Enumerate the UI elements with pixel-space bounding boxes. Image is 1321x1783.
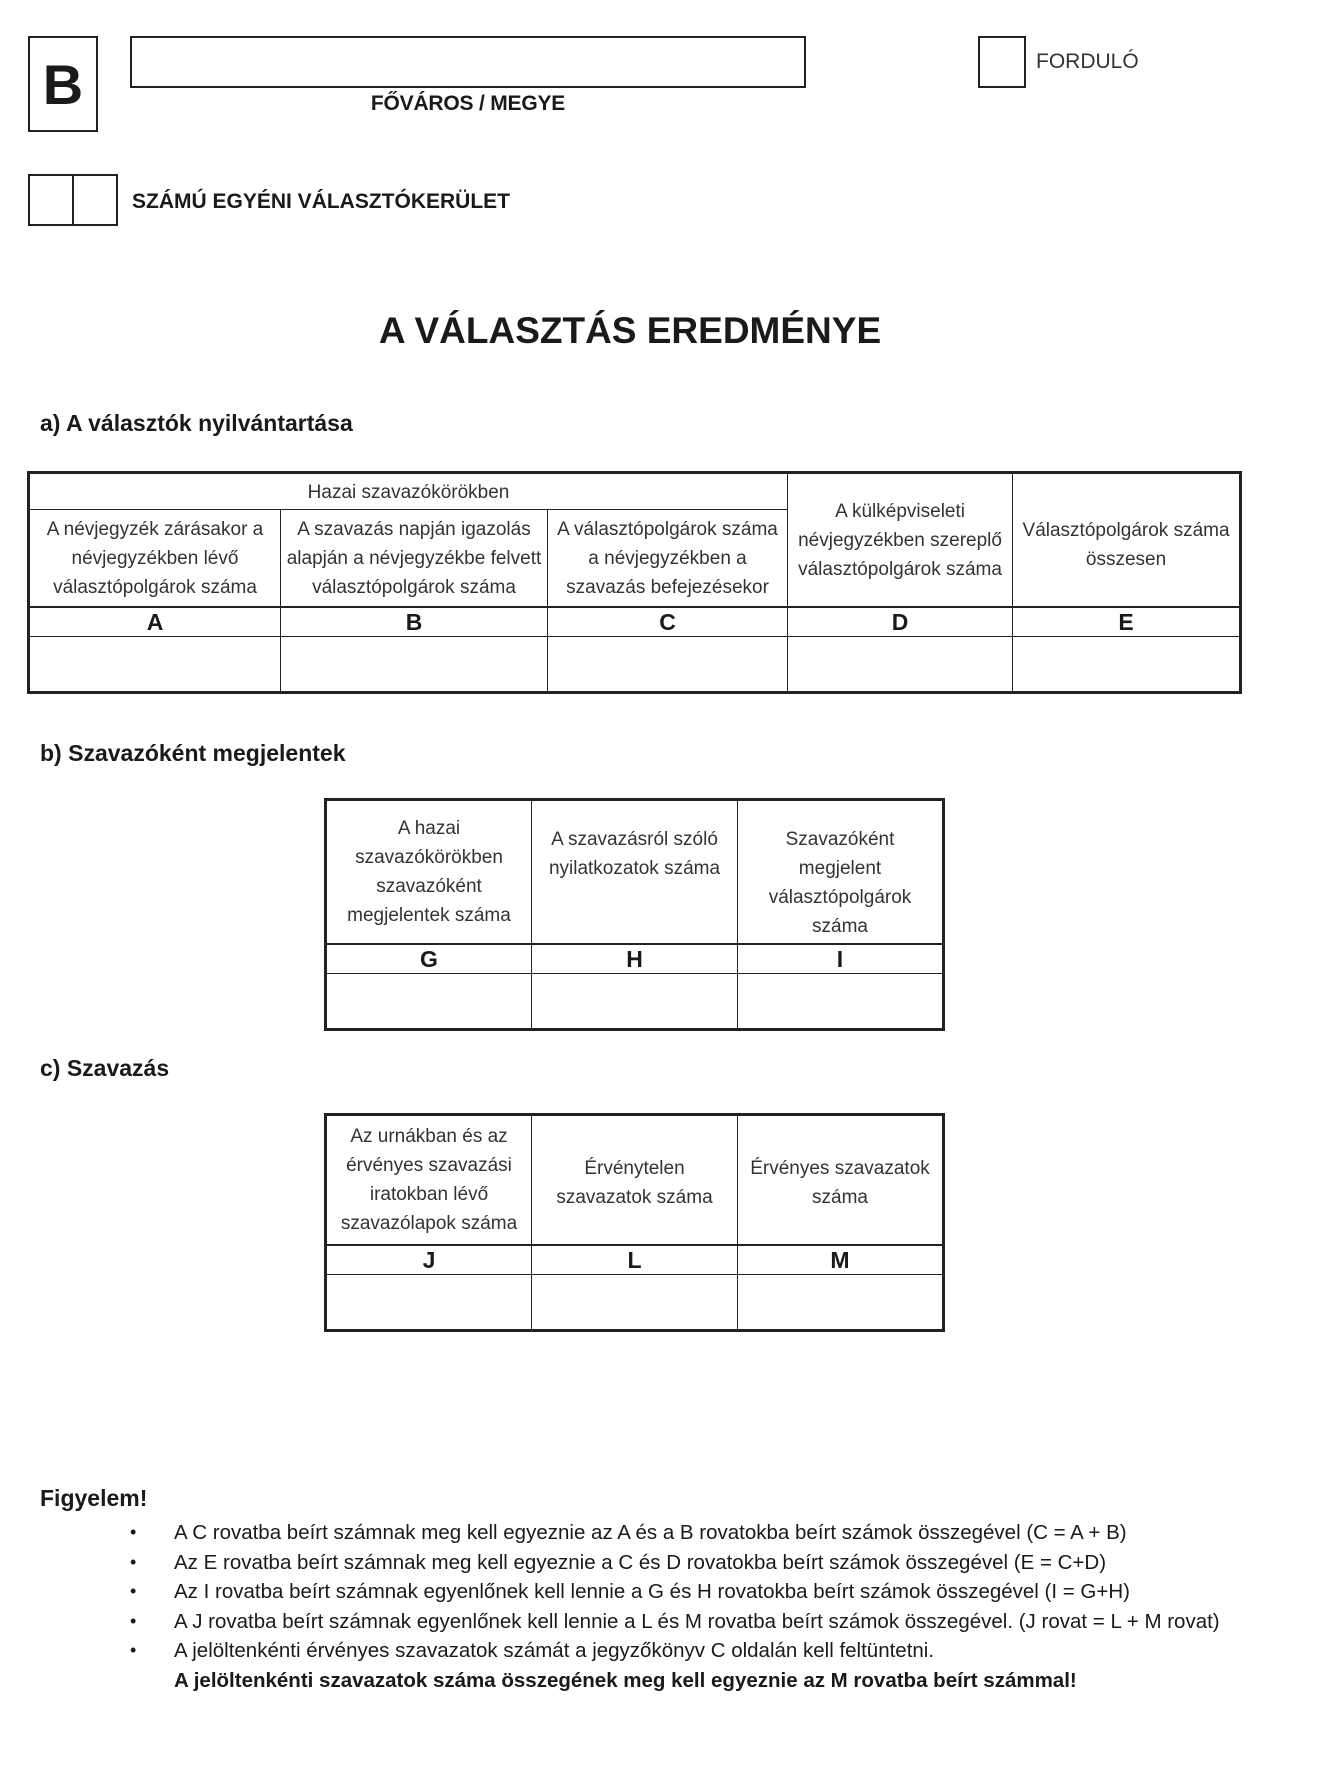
col-m-header: Érvényes szavazatok száma (738, 1115, 944, 1246)
bullet-icon: • (130, 1551, 137, 1572)
district-digit-2[interactable] (72, 176, 116, 224)
col-i-value-field[interactable] (738, 974, 944, 1030)
notes-title: Figyelem! (40, 1485, 148, 1511)
section-a-title: a) A választók nyilvántartása (40, 410, 353, 436)
section-c-title: c) Szavazás (40, 1055, 170, 1081)
col-e-letter: E (1013, 607, 1241, 637)
col-b-header: A szavazás napján igazolás alapján a névjegyzékbe felvett választópolgárok száma (281, 510, 548, 608)
note-text: A C rovatba beírt számnak meg kell egyeznie az A és a B rovatokba beírt számok összegével (C = A + B) (174, 1521, 1127, 1544)
col-h-header: A szavazásról szóló nyilatkozatok száma (532, 800, 738, 945)
col-m-value-field[interactable] (738, 1275, 944, 1331)
round-label: FORDULÓ (1036, 50, 1139, 73)
col-g-letter: G (326, 944, 532, 974)
col-j-value-field[interactable] (326, 1275, 532, 1331)
section-b-title: b) Szavazóként megjelentek (40, 740, 346, 766)
bullet-icon: • (130, 1581, 137, 1601)
col-b-value-field[interactable] (281, 637, 548, 693)
note-text: Az E rovatba beírt számnak meg kell egyeznie a C és D rovatokba beírt számok összegével (E = C+D) (174, 1550, 1107, 1574)
note-text: A J rovatba beírt számnak egyenlőnek kell lennie a L és M rovatba beírt számok összegével. (J rovat = L + M rovat) (174, 1609, 1220, 1633)
col-a-value-field[interactable] (29, 637, 281, 693)
note-item (130, 1636, 1250, 1695)
round-input-box[interactable] (978, 36, 1026, 88)
section-a-table (27, 471, 1242, 694)
form-letter-box (28, 36, 98, 132)
note-item (130, 1607, 1250, 1637)
col-a-letter: A (29, 607, 281, 637)
note-text: A jelöltenkénti érvényes szavazatok számát a jegyzőkönyv C oldalán kell feltüntetni. (174, 1639, 935, 1662)
form-letter: B (42, 52, 84, 116)
district-digit-1[interactable] (30, 176, 72, 224)
note-item (130, 1577, 1250, 1607)
note-item (130, 1548, 1250, 1578)
col-c-header: A választópolgárok száma a névjegyzékben a szavazás befejezésekor (548, 510, 788, 608)
page-title: A VÁLASZTÁS EREDMÉNYE (378, 310, 882, 351)
col-d-value-field[interactable] (788, 637, 1013, 693)
note-emphasis: A jelöltenkénti szavazatok száma összegének meg kell egyeznie az M rovatba beírt számmal! (174, 1668, 1077, 1692)
section-c-table (324, 1113, 945, 1332)
county-input-field[interactable] (130, 36, 806, 88)
col-c-letter: C (548, 607, 788, 637)
col-l-header: Érvénytelen szavazatok száma (532, 1115, 738, 1246)
district-label: SZÁMÚ EGYÉNI VÁLASZTÓKERÜLET (132, 190, 511, 213)
bullet-icon: • (130, 1522, 137, 1542)
county-label: FŐVÁROS / MEGYE (370, 92, 566, 115)
bullet-icon: • (130, 1640, 137, 1660)
col-b-letter: B (281, 607, 548, 637)
col-e-header: Választópolgárok száma összesen (1013, 473, 1241, 608)
note-text: Az I rovatba beírt számnak egyenlőnek kell lennie a G és H rovatokba beírt számok összegével (I = G+H) (174, 1580, 1130, 1603)
col-h-letter: H (532, 944, 738, 974)
col-l-letter: L (532, 1245, 738, 1275)
district-number-field[interactable] (28, 174, 118, 226)
bullet-icon: • (130, 1610, 137, 1631)
col-j-letter: J (326, 1245, 532, 1275)
col-g-value-field[interactable] (326, 974, 532, 1030)
col-g-header: A hazai szavazókörökben szavazóként megjelentek száma (326, 800, 532, 945)
col-l-value-field[interactable] (532, 1275, 738, 1331)
col-d-header: A külképviseleti névjegyzékben szereplő választópolgárok száma (788, 473, 1013, 608)
note-item (130, 1518, 1250, 1548)
col-h-value-field[interactable] (532, 974, 738, 1030)
domestic-group-header: Hazai szavazókörökben (29, 473, 788, 510)
notes-list (130, 1518, 1250, 1695)
col-j-header: Az urnákban és az érvényes szavazási iratokban lévő szavazólapok száma (326, 1115, 532, 1246)
col-i-letter: I (738, 944, 944, 974)
col-e-value-field[interactable] (1013, 637, 1241, 693)
col-i-header: Szavazóként megjelent választópolgárok száma (738, 800, 944, 945)
col-d-letter: D (788, 607, 1013, 637)
col-a-header: A névjegyzék zárásakor a névjegyzékben lévő választópolgárok száma (29, 510, 281, 608)
section-b-table (324, 798, 945, 1031)
col-m-letter: M (738, 1245, 944, 1275)
col-c-value-field[interactable] (548, 637, 788, 693)
